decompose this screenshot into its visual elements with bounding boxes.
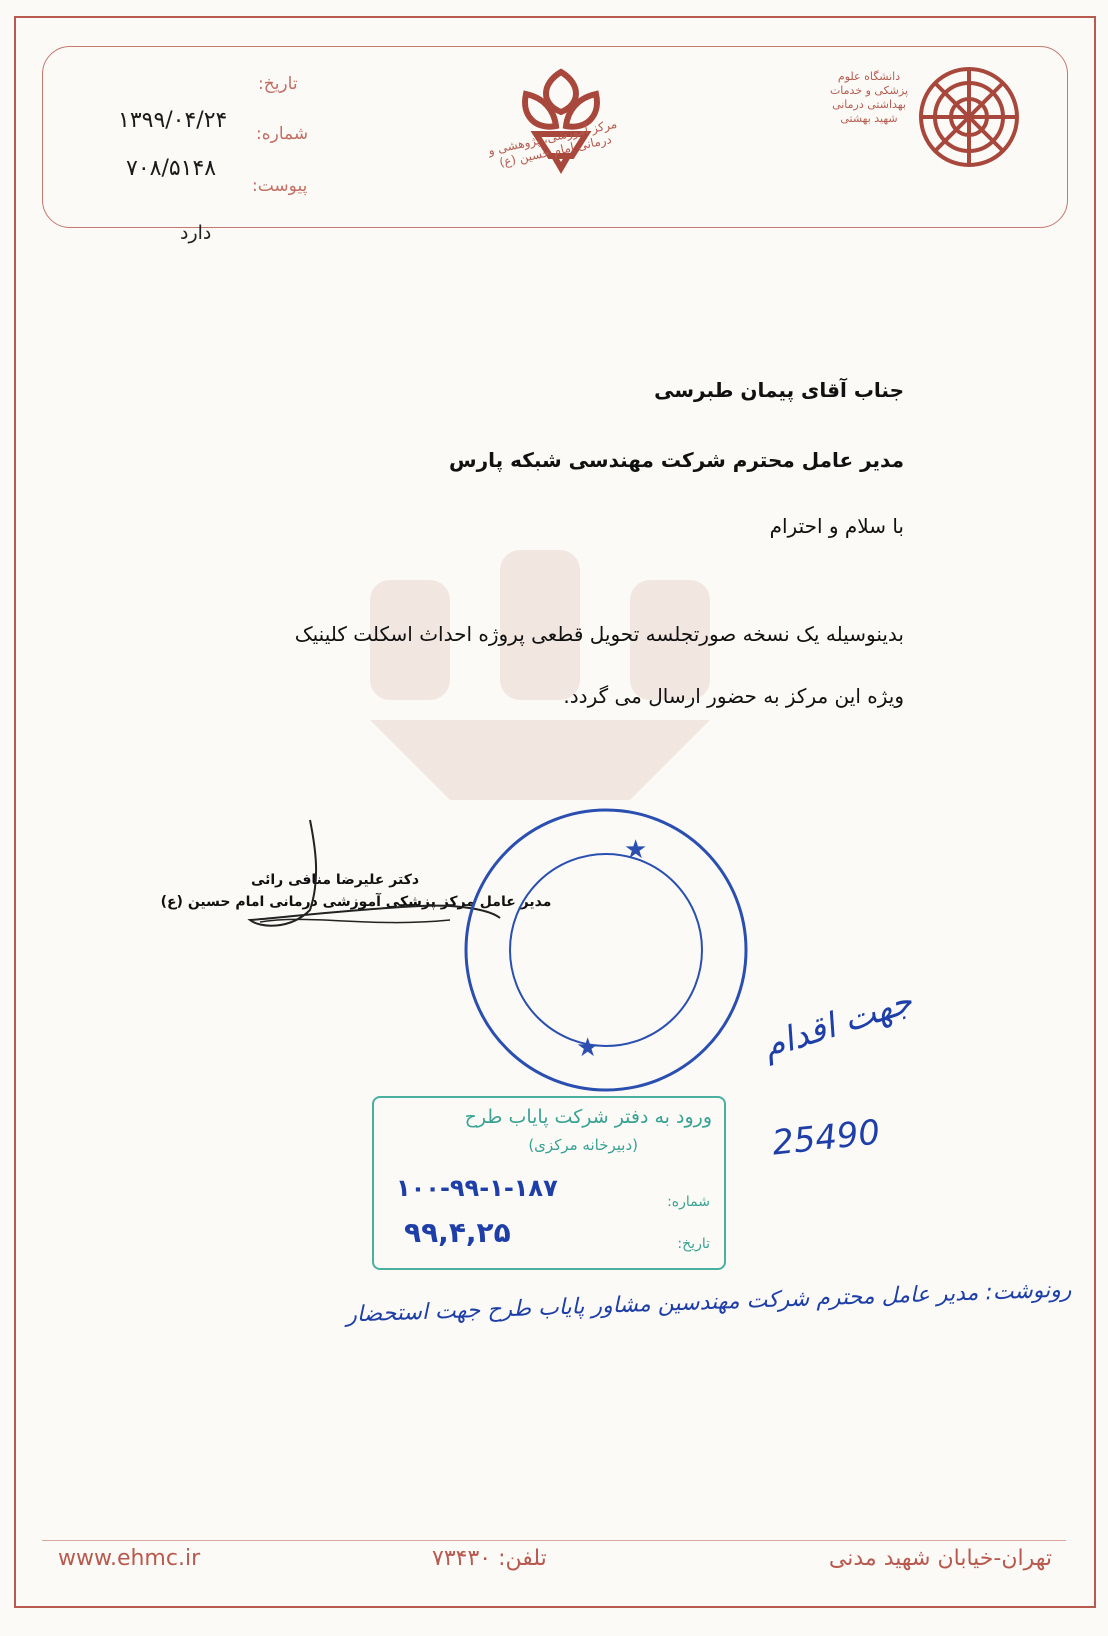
stamp-date-label: تاریخ:: [677, 1236, 710, 1252]
footer-address: تهران-خیابان شهید مدنی: [828, 1546, 1052, 1571]
footer-phone: تلفن: ۷۳۴۳۰: [432, 1546, 547, 1571]
number-value: ۷۰۸/۵۱۴۸: [126, 156, 217, 181]
signer-name: دکتر علیرضا منافی رائی: [250, 872, 420, 888]
svg-text:★: ★: [624, 835, 648, 865]
watermark-logo-icon: [330, 520, 750, 840]
handwritten-cc-line: رونوشت: مدیر عامل محترم شرکت مهندسین مشاور پایاب طرح جهت استحضار: [346, 1277, 1073, 1328]
stamp-number-value: ۱۰۰-۹۹-۱-۱۸۷: [396, 1174, 558, 1202]
greeting: با سلام و احترام: [769, 514, 904, 538]
svg-text:★: ★: [576, 1033, 600, 1063]
date-label: تاریخ:: [258, 74, 298, 94]
handwritten-number: 25490: [770, 1112, 882, 1164]
date-value: ۱۳۹۹/۰۴/۲۴: [118, 108, 228, 133]
body-line-2: ویژه این مرکز به حضور ارسال می گردد.: [563, 684, 904, 708]
footer-divider: [42, 1540, 1066, 1541]
center-logo-caption: مرکز آموزشی، پژوهشی و درمانی امام حسین (ع): [486, 116, 619, 170]
university-logo-caption: دانشگاه علوم پزشکی و خدمات بهداشتی درمانی شهید بهشتی: [829, 70, 909, 125]
stamp-line-1: ورود به دفتر شرکت پایاب طرح: [464, 1106, 712, 1128]
footer-website: www.ehmc.ir: [58, 1546, 201, 1571]
stamp-line-2: (دبیرخانه مرکزی): [528, 1136, 638, 1154]
attachment-label: پیوست:: [252, 176, 308, 196]
attachment-value: دارد: [180, 222, 212, 244]
receipt-stamp: [372, 1096, 726, 1270]
signer-position: مدیر عامل مرکز پزشکی آموزشی درمانی امام حسین (ع): [160, 894, 552, 910]
body-line-1: بدینوسیله یک نسخه صورتجلسه تحویل قطعی پروژه احداث اسکلت کلینیک: [294, 622, 904, 646]
stamp-date-value: ۹۹,۴,۲۵: [404, 1216, 511, 1249]
recipient-name: جناب آقای پیمان طبرسی: [654, 378, 904, 402]
university-logo-icon: [914, 62, 1024, 172]
recipient-title: مدیر عامل محترم شرکت مهندسی شبکه پارس: [449, 448, 904, 472]
stamp-number-label: شماره:: [667, 1194, 710, 1210]
handwritten-action-note: جهت اقدام: [757, 981, 918, 1067]
number-label: شماره:: [256, 124, 309, 144]
official-seal-icon: [456, 800, 756, 1100]
